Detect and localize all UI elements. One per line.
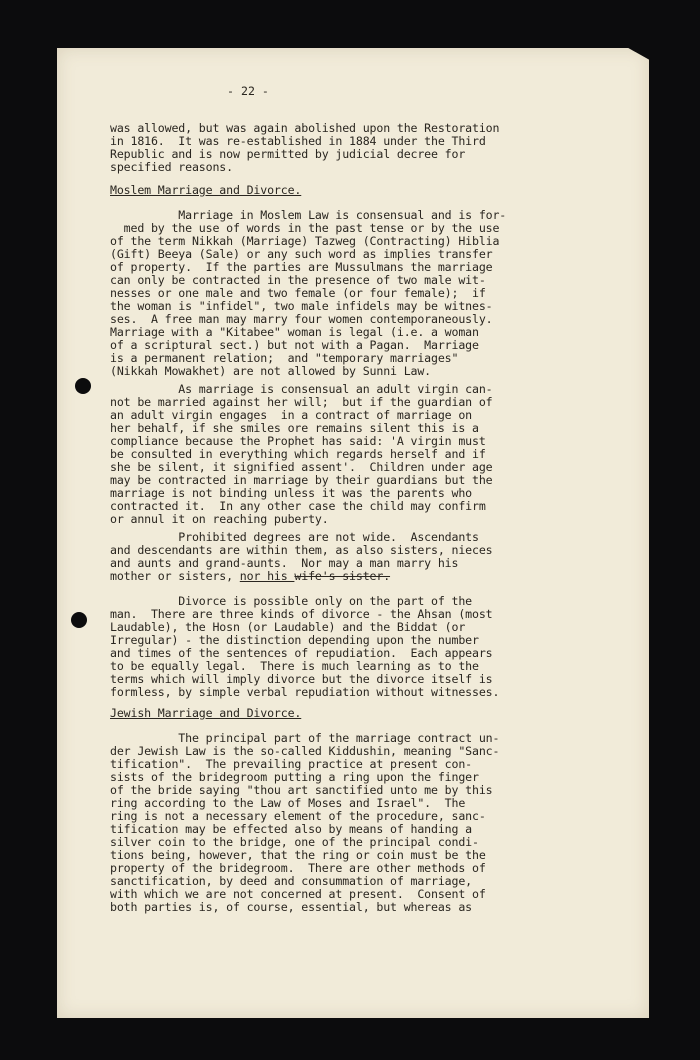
- text-line: can only be contracted in the presence of two male wit-: [110, 273, 486, 287]
- text-line: an adult virgin engages in a contract of marriage on: [110, 408, 472, 422]
- text-line: nesses or one male and two female (or four female); if: [110, 286, 486, 300]
- text-fragment: mother or sisters,: [110, 569, 240, 583]
- text-line: silver coin to the bridge, one of the principal condi-: [110, 835, 479, 849]
- page-number: - 22 -: [227, 84, 269, 98]
- text-line: Divorce is possible only on the part of the: [110, 594, 472, 608]
- text-line: specified reasons.: [110, 160, 233, 174]
- text-line: to be equally legal. There is much learning as to the: [110, 659, 479, 673]
- text-line: is a permanent relation; and "temporary marriages": [110, 351, 459, 365]
- text-line: ses. A free man may marry four women contemporaneously.: [110, 312, 493, 326]
- text-line: Prohibited degrees are not wide. Ascendants: [110, 530, 479, 544]
- text-line: of a scriptural sect.) but not with a Pagan. Marriage: [110, 338, 479, 352]
- text-line: and aunts and grand-aunts. Nor may a man marry his: [110, 556, 459, 570]
- text-line: [110, 570, 390, 583]
- text-line: be consulted in everything which regards herself and if: [110, 447, 486, 461]
- punch-hole-bottom: [71, 612, 87, 628]
- text-line: As marriage is consensual an adult virgin can-: [110, 382, 493, 396]
- text-line: with which we are not concerned at present. Consent of: [110, 887, 486, 901]
- text-line: tification may be effected also by means of handing a: [110, 822, 472, 836]
- text-line: tification". The prevailing practice at present con-: [110, 757, 472, 771]
- text-line: ring is not a necessary element of the procedure, sanc-: [110, 809, 486, 823]
- text-line: she be silent, it signified assent'. Children under age: [110, 460, 493, 474]
- text-line: The principal part of the marriage contract un-: [110, 731, 500, 745]
- text-line: (Nikkah Mowakhet) are not allowed by Sunni Law.: [110, 364, 432, 378]
- text-line: formless, by simple verbal repudiation without witnesses.: [110, 685, 500, 699]
- text-line: sists of the bridegroom putting a ring upon the finger: [110, 770, 479, 784]
- text-line: both parties is, of course, essential, but whereas as: [110, 900, 472, 914]
- text-line: was allowed, but was again abolished upon the Restoration: [110, 121, 500, 135]
- text-line: compliance because the Prophet has said: 'A virgin must: [110, 434, 486, 448]
- text-line: Irregular) - the distinction depending upon the number: [110, 633, 479, 647]
- text-line: her behalf, if she smiles ore remains silent this is a: [110, 421, 479, 435]
- section-heading: Moslem Marriage and Divorce.: [110, 183, 302, 197]
- punch-hole-top: [75, 378, 91, 394]
- text-line: the woman is "infidel", two male infidels may be witnes-: [110, 299, 493, 313]
- text-line: of the term Nikkah (Marriage) Tazweg (Contracting) Hiblia: [110, 234, 500, 248]
- text-line: property of the bridegroom. There are other methods of: [110, 861, 486, 875]
- text-line: ring according to the Law of Moses and Israel". The: [110, 796, 466, 810]
- text-line: terms which will imply divorce but the divorce itself is: [110, 672, 493, 686]
- text-line: tions being, however, that the ring or coin must be the: [110, 848, 486, 862]
- text-line: Marriage in Moslem Law is consensual and is for-: [110, 208, 507, 222]
- text-line: man. There are three kinds of divorce - the Ahsan (most: [110, 607, 493, 621]
- text-line: (Gift) Beeya (Sale) or any such word as implies transfer: [110, 247, 493, 261]
- text-line: sanctification, by deed and consummation of marriage,: [110, 874, 472, 888]
- text-line: and times of the sentences of repudiation. Each appears: [110, 646, 493, 660]
- text-line: Republic and is now permitted by judicial decree for: [110, 147, 466, 161]
- text-line: of the bride saying "thou art sanctified unto me by this: [110, 783, 493, 797]
- text-line: marriage is not binding unless it was the parents who: [110, 486, 472, 500]
- text-line: Marriage with a "Kitabee" woman is legal (i.e. a woman: [110, 325, 479, 339]
- struck-text: wife's sister.: [294, 569, 391, 583]
- text-line: of property. If the parties are Mussulmans the marriage: [110, 260, 493, 274]
- text-line: Laudable), the Hosn (or Laudable) and the Biddat (or: [110, 620, 466, 634]
- text-line: der Jewish Law is the so-called Kiddushin, meaning "Sanc-: [110, 744, 500, 758]
- text-line: med by the use of words in the past tense or by the use: [110, 221, 500, 235]
- text-line: contracted it. In any other case the child may confirm: [110, 499, 486, 513]
- text-line: not be married against her will; but if the guardian of: [110, 395, 493, 409]
- text-line: or annul it on reaching puberty.: [110, 512, 329, 526]
- text-line: and descendants are within them, as also sisters, nieces: [110, 543, 493, 557]
- section-heading: Jewish Marriage and Divorce.: [110, 706, 302, 720]
- handwritten-underlined-text: nor his: [239, 569, 295, 583]
- text-line: in 1816. It was re-established in 1884 under the Third: [110, 134, 486, 148]
- text-line: may be contracted in marriage by their guardians but the: [110, 473, 493, 487]
